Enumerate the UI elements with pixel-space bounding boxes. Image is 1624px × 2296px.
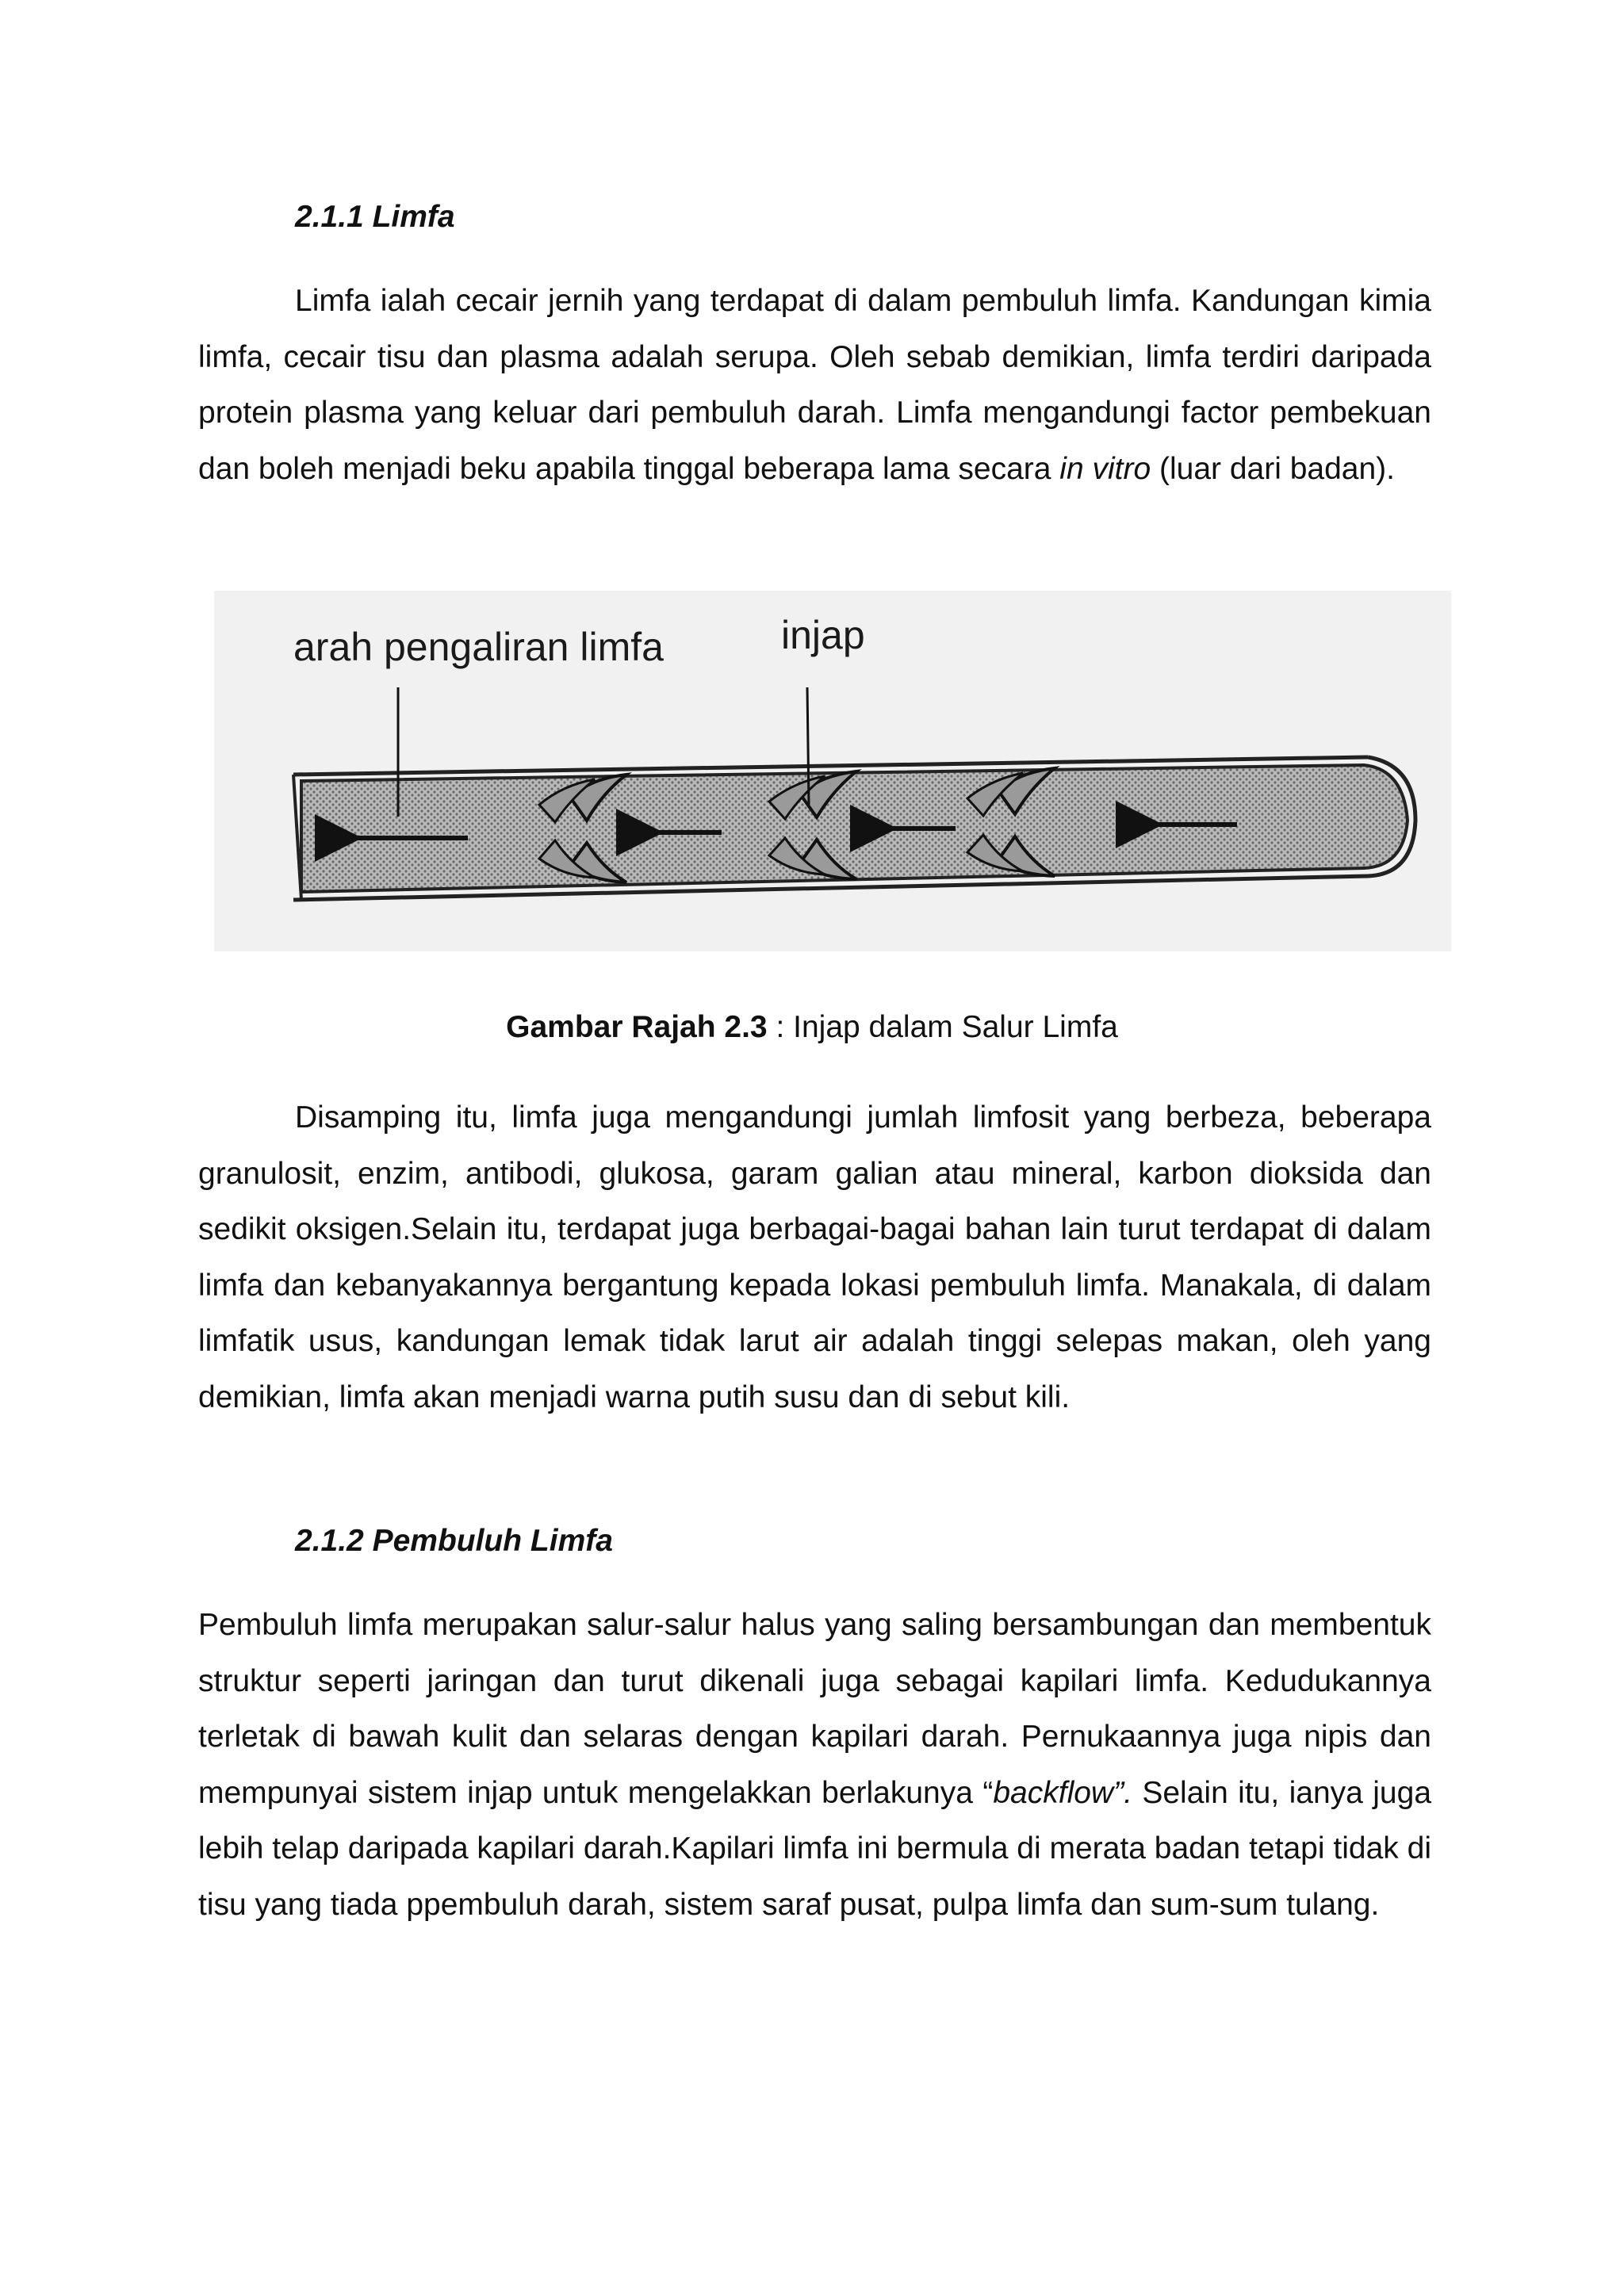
paragraph-text: Selain itu, ianya juga lebih telap daripada kapilari darah.Kapilari limfa ini bermula di merata badan tetapi tidak di tisu yang tiada ppembuluh darah, sistem saraf pusat, pulpa limfa dan sum-sum tulang. xyxy=(198,1775,1432,1922)
paragraph-pembuluh-limfa xyxy=(198,1598,1431,1933)
italic-term: in vitro xyxy=(1059,451,1151,486)
paragraph-text: (luar dari badan). xyxy=(1151,451,1395,486)
lymph-valve-figure xyxy=(214,591,1451,951)
paragraph-text: Limfa ialah cecair jernih yang terdapat di dalam pembuluh limfa. Kandungan kimia limfa, cecair tisu dan plasma adalah serupa. Oleh sebab demikian, limfa terdiri daripada protein plasma yang keluar dari pembuluh darah. Limfa mengandungi factor pembekuan dan boleh menjadi beku apabila tinggal beberapa lama secara xyxy=(198,284,1431,486)
figure-number: Gambar Rajah 2.3 xyxy=(506,1010,768,1044)
paragraph-limfa-definition xyxy=(198,274,1431,497)
figure-caption xyxy=(0,1008,1624,1047)
section-heading-pembuluh-limfa: 2.1.2 Pembuluh Limfa xyxy=(295,1524,613,1558)
section-heading-limfa: 2.1.1 Limfa xyxy=(295,200,455,234)
italic-term: backflow”. xyxy=(993,1775,1132,1810)
figure-title: : Injap dalam Salur Limfa xyxy=(767,1010,1118,1044)
valve-label: injap xyxy=(781,613,865,657)
paragraph-text: Disamping itu, limfa juga mengandungi jumlah limfosit yang berbeza, beberapa granulosit, enzim, antibodi, glukosa, garam galian atau mineral, karbon dioksida dan sedikit oksigen.Selain itu, terdapat juga berbagai-bagai bahan lain turut terdapat di dalam limfa dan kebanyakannya bergantung kepada lokasi pembuluh limfa. Manakala, di dalam limfatik usus, kandungan lemak tidak larut air adalah tinggi selepas makan, oleh yang demikian, limfa akan menjadi warna putih susu dan di sebut kili. xyxy=(198,1100,1431,1414)
flow-direction-label: arah pengaliran limfa xyxy=(293,625,664,669)
paragraph-limfa-contents xyxy=(198,1090,1431,1425)
paragraph-text: Pembuluh limfa merupakan salur-salur halus yang saling bersambungan dan membentuk struktur seperti jaringan dan turut dikenali juga sebagai kapilari limfa. Kedudukannya terletak di bawah kulit dan selaras dengan kapilari darah. Pernukaannya juga nipis dan mempunyai sistem injap untuk mengelakkan berlakunya “ xyxy=(198,1608,1431,1810)
lymph-vessel-diagram xyxy=(214,591,1451,951)
